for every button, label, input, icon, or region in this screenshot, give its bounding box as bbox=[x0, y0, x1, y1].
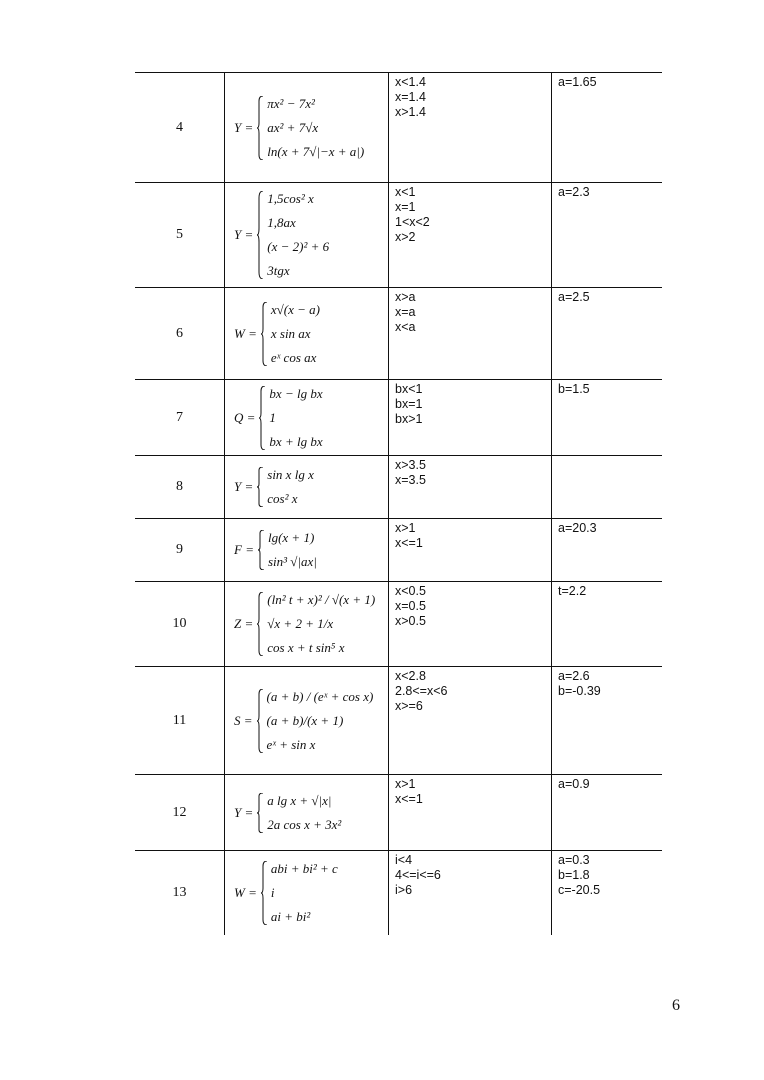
piecewise-formula bbox=[225, 92, 388, 164]
formula-case: i bbox=[270, 884, 275, 900]
left-brace-icon bbox=[261, 861, 268, 925]
left-brace-icon bbox=[257, 793, 264, 833]
condition: x=3.5 bbox=[395, 473, 426, 487]
formula-cell bbox=[225, 288, 389, 380]
function-name: Y = bbox=[234, 479, 254, 494]
function-name: W = bbox=[234, 884, 257, 900]
formula-cases bbox=[267, 92, 364, 164]
formula-cases bbox=[271, 857, 338, 929]
formula-cell bbox=[225, 456, 389, 519]
function-name: F = bbox=[234, 542, 254, 557]
formula-cell bbox=[225, 380, 389, 456]
condition: x=1 bbox=[395, 200, 416, 214]
formula-case: 3tgx bbox=[267, 263, 290, 278]
condition: bx=1 bbox=[395, 397, 423, 411]
condition: x<0.5 bbox=[395, 584, 426, 598]
condition: x>2 bbox=[395, 230, 416, 244]
formula-case: eˣ + sin x bbox=[266, 736, 316, 752]
formula-cases bbox=[268, 526, 317, 574]
variant-number: 8 bbox=[135, 456, 225, 519]
variant-number: 11 bbox=[135, 667, 225, 775]
parameter: a=20.3 bbox=[558, 521, 597, 535]
formula-case: (a + b) / (eˣ + cos x) bbox=[266, 688, 374, 704]
parameters-cell bbox=[552, 519, 663, 582]
piecewise-formula bbox=[225, 857, 388, 929]
parameter: b=1.5 bbox=[558, 382, 590, 396]
formula-cases bbox=[267, 463, 314, 511]
table-row bbox=[135, 582, 662, 667]
page-number: 6 bbox=[672, 997, 680, 1014]
piecewise-formula bbox=[225, 789, 388, 837]
left-brace-icon bbox=[257, 191, 264, 279]
parameter: a=2.6 bbox=[558, 669, 590, 683]
piecewise-formula bbox=[225, 298, 388, 370]
formula-case: sin x lg x bbox=[267, 467, 314, 482]
variant-number: 12 bbox=[135, 775, 225, 851]
piecewise-formula bbox=[225, 588, 388, 660]
conditions-cell bbox=[389, 380, 552, 456]
function-name: Y = bbox=[234, 227, 254, 242]
variant-number: 5 bbox=[135, 183, 225, 288]
conditions-cell bbox=[389, 667, 552, 775]
formula-cases bbox=[271, 298, 320, 370]
parameters-cell bbox=[552, 456, 663, 519]
condition: bx>1 bbox=[395, 412, 423, 426]
left-brace-icon bbox=[261, 302, 268, 366]
condition: 1<x<2 bbox=[395, 215, 430, 229]
condition: 4<=i<=6 bbox=[395, 868, 441, 882]
conditions-cell bbox=[389, 288, 552, 380]
variant-number: 10 bbox=[135, 582, 225, 667]
formula-case: bx + lg bx bbox=[269, 433, 323, 449]
condition: x=1.4 bbox=[395, 90, 426, 104]
condition: x<2.8 bbox=[395, 669, 426, 683]
formula-case: ai + bi² bbox=[270, 908, 311, 924]
conditions-cell bbox=[389, 775, 552, 851]
condition: x>3.5 bbox=[395, 458, 426, 472]
formula-case: cos x + t sin⁵ x bbox=[267, 640, 345, 655]
table-row bbox=[135, 519, 662, 582]
formula-case: cos² x bbox=[267, 491, 298, 506]
parameters-cell bbox=[552, 775, 663, 851]
function-name: Z = bbox=[234, 616, 254, 631]
function-name: W = bbox=[234, 325, 257, 341]
formula-cell bbox=[225, 73, 389, 183]
conditions-cell bbox=[389, 582, 552, 667]
table-row bbox=[135, 183, 662, 288]
parameters-cell bbox=[552, 851, 663, 935]
piecewise-formula bbox=[225, 382, 388, 454]
function-name: S = bbox=[234, 712, 253, 728]
condition: x>=6 bbox=[395, 699, 423, 713]
formula-case: lg(x + 1) bbox=[267, 530, 315, 545]
formula-case: πx² − 7x² bbox=[267, 95, 315, 111]
parameter: a=0.9 bbox=[558, 777, 590, 791]
condition: x>1 bbox=[395, 777, 416, 791]
variants-table bbox=[135, 72, 662, 935]
condition: x<1.4 bbox=[395, 75, 426, 89]
formula-cases bbox=[267, 588, 375, 660]
variant-number: 4 bbox=[135, 73, 225, 183]
formula-case: x sin ax bbox=[270, 325, 311, 341]
parameter: a=2.3 bbox=[558, 185, 590, 199]
parameter: c=-20.5 bbox=[558, 883, 601, 897]
table-row bbox=[135, 73, 662, 183]
formula-cases bbox=[267, 685, 374, 757]
piecewise-formula bbox=[225, 187, 388, 283]
left-brace-icon bbox=[259, 386, 266, 450]
condition: i<4 bbox=[395, 853, 413, 867]
table-row bbox=[135, 775, 662, 851]
left-brace-icon bbox=[257, 689, 264, 753]
formula-case: 1,5cos² x bbox=[267, 191, 314, 206]
formula-cell bbox=[225, 519, 389, 582]
piecewise-formula bbox=[225, 526, 388, 574]
parameters-cell bbox=[552, 380, 663, 456]
formula-case: eˣ cos ax bbox=[270, 349, 317, 365]
condition: x>a bbox=[395, 290, 416, 304]
left-brace-icon bbox=[257, 592, 264, 656]
condition: x>0.5 bbox=[395, 614, 426, 628]
table-row bbox=[135, 667, 662, 775]
condition: 2.8<=x<6 bbox=[395, 684, 448, 698]
formula-case: x√(x − a) bbox=[270, 301, 320, 317]
formula-case: √x + 2 + 1/x bbox=[267, 616, 334, 631]
parameter: a=1.65 bbox=[558, 75, 597, 89]
left-brace-icon bbox=[257, 467, 264, 507]
left-brace-icon bbox=[257, 96, 264, 160]
formula-cell bbox=[225, 582, 389, 667]
conditions-cell bbox=[389, 456, 552, 519]
formula-cell bbox=[225, 775, 389, 851]
parameter: t=2.2 bbox=[558, 584, 587, 598]
formula-case: (x − 2)² + 6 bbox=[267, 239, 330, 254]
parameter: a=2.5 bbox=[558, 290, 590, 304]
condition: bx<1 bbox=[395, 382, 423, 396]
left-brace-icon bbox=[258, 530, 265, 570]
parameters-cell bbox=[552, 582, 663, 667]
variant-number: 7 bbox=[135, 380, 225, 456]
conditions-cell bbox=[389, 851, 552, 935]
variant-number: 9 bbox=[135, 519, 225, 582]
formula-case: abi + bi² + c bbox=[270, 860, 338, 876]
parameter: a=0.3 bbox=[558, 853, 590, 867]
table-row bbox=[135, 288, 662, 380]
condition: i>6 bbox=[395, 883, 413, 897]
table-row bbox=[135, 456, 662, 519]
function-name: Y = bbox=[234, 804, 254, 820]
formula-cases bbox=[267, 789, 341, 837]
condition: x>1.4 bbox=[395, 105, 426, 119]
conditions-cell bbox=[389, 519, 552, 582]
parameters-cell bbox=[552, 288, 663, 380]
condition: x<=1 bbox=[395, 536, 423, 550]
formula-case: 1 bbox=[269, 409, 276, 425]
formula-cases bbox=[269, 382, 322, 454]
conditions-cell bbox=[389, 183, 552, 288]
condition: x=0.5 bbox=[395, 599, 426, 613]
formula-cell bbox=[225, 183, 389, 288]
parameters-cell bbox=[552, 667, 663, 775]
condition: x<=1 bbox=[395, 792, 423, 806]
condition: x>1 bbox=[395, 521, 416, 535]
formula-case: (a + b)/(x + 1) bbox=[266, 712, 344, 728]
condition: x<a bbox=[395, 320, 416, 334]
function-name: Y = bbox=[234, 119, 254, 135]
piecewise-formula bbox=[225, 685, 388, 757]
formula-case: 2a cos x + 3x² bbox=[267, 816, 342, 832]
formula-case: 1,8ax bbox=[267, 215, 296, 230]
formula-cell bbox=[225, 667, 389, 775]
function-name: Q = bbox=[234, 409, 256, 425]
variant-number: 6 bbox=[135, 288, 225, 380]
piecewise-formula bbox=[225, 463, 388, 511]
formula-cases bbox=[267, 187, 329, 283]
condition: x=a bbox=[395, 305, 416, 319]
formula-case: sin³ √|ax| bbox=[267, 554, 317, 569]
formula-case: (ln² t + x)² / √(x + 1) bbox=[267, 592, 376, 607]
table-row bbox=[135, 851, 662, 935]
formula-case: a lg x + √|x| bbox=[267, 792, 332, 808]
parameter: b=1.8 bbox=[558, 868, 590, 882]
formula-case: ax² + 7√x bbox=[267, 119, 319, 135]
formula-case: ln(x + 7√|−x + a|) bbox=[267, 143, 365, 159]
formula-cell bbox=[225, 851, 389, 935]
parameters-cell bbox=[552, 183, 663, 288]
condition: x<1 bbox=[395, 185, 416, 199]
parameter: b=-0.39 bbox=[558, 684, 601, 698]
variant-number: 13 bbox=[135, 851, 225, 935]
conditions-cell bbox=[389, 73, 552, 183]
formula-case: bx − lg bx bbox=[269, 385, 323, 401]
parameters-cell bbox=[552, 73, 663, 183]
table-body bbox=[135, 73, 662, 935]
table-row bbox=[135, 380, 662, 456]
